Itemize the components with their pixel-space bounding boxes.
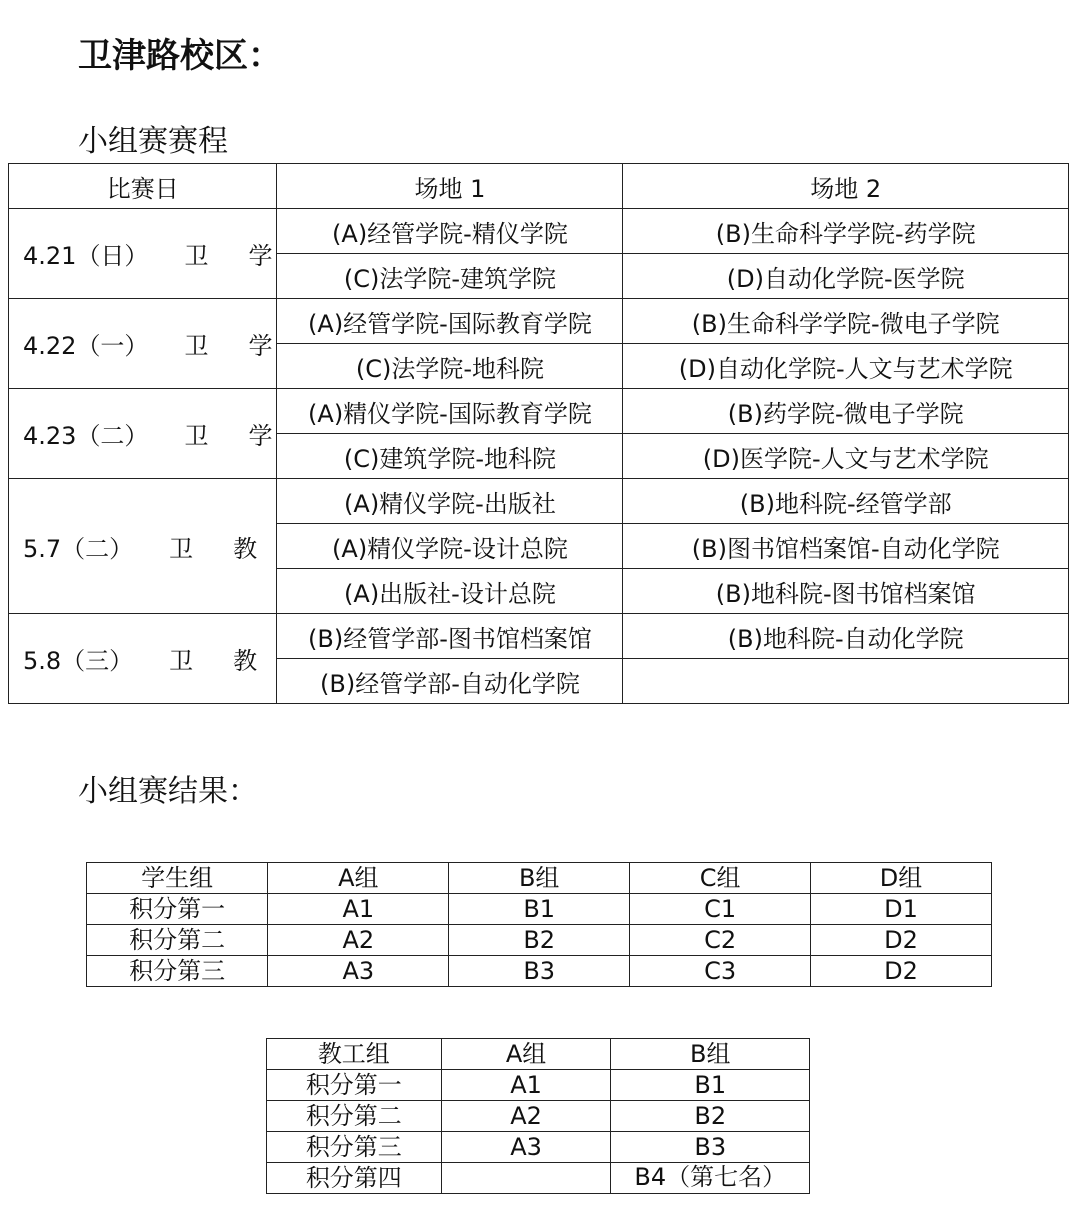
result-cell: C1 <box>630 894 811 925</box>
staff-header-row <box>267 1039 810 1070</box>
venue-1-match: (C)建筑学院-地科院 <box>277 434 623 479</box>
header-venue-2: 场地 2 <box>623 164 1069 209</box>
header-venue-1: 场地 1 <box>277 164 623 209</box>
result-row <box>87 925 992 956</box>
result-cell: A2 <box>268 925 449 956</box>
venue-2-match: (B)药学院-微电子学院 <box>623 389 1069 434</box>
result-cell <box>441 1163 611 1194</box>
group-a-header: A组 <box>268 863 449 894</box>
group-a-header: A组 <box>441 1039 611 1070</box>
schedule-row <box>9 209 1069 254</box>
result-cell: D1 <box>811 894 992 925</box>
match-date: 4.22（一） <box>23 332 149 360</box>
venue-1-match: (A)经管学院-国际教育学院 <box>277 299 623 344</box>
schedule-row <box>9 299 1069 344</box>
schedule-heading: 小组赛赛程 <box>78 124 228 159</box>
venue-1-match: (C)法学院-建筑学院 <box>277 254 623 299</box>
result-cell: B1 <box>611 1070 810 1101</box>
campus-title: 卫津路校区： <box>78 36 282 76</box>
result-cell: B4（第七名） <box>611 1163 810 1194</box>
venue-2-match: (B)生命科学学院-药学院 <box>623 209 1069 254</box>
category-label: 学 <box>248 242 273 270</box>
venue-1-match: (B)经管学部-自动化学院 <box>277 659 623 704</box>
campus-label: 卫 <box>184 422 209 450</box>
schedule-body <box>9 209 1069 704</box>
match-date: 5.8（三） <box>23 647 134 675</box>
result-cell: D2 <box>811 925 992 956</box>
venue-1-match: (C)法学院-地科院 <box>277 344 623 389</box>
schedule-table <box>8 163 1069 704</box>
category-label: 学 <box>248 422 273 450</box>
venue-2-match: (B)地科院-经管学部 <box>623 479 1069 524</box>
result-cell: B3 <box>611 1132 810 1163</box>
schedule-row <box>9 479 1069 524</box>
result-cell: A3 <box>441 1132 611 1163</box>
result-cell: C3 <box>630 956 811 987</box>
result-row <box>267 1132 810 1163</box>
group-d-header: D组 <box>811 863 992 894</box>
header-match-day: 比赛日 <box>9 164 277 209</box>
campus-label: 卫 <box>184 242 209 270</box>
result-cell: C2 <box>630 925 811 956</box>
result-cell: B2 <box>449 925 630 956</box>
result-row <box>87 956 992 987</box>
match-date: 4.23（二） <box>23 422 149 450</box>
result-cell: A3 <box>268 956 449 987</box>
category-label: 教 <box>233 534 258 563</box>
venue-2-match: (B)地科院-自动化学院 <box>623 614 1069 659</box>
rank-label: 积分第三 <box>87 956 268 987</box>
rank-label: 积分第一 <box>267 1070 442 1101</box>
venue-1-match: (A)经管学院-精仪学院 <box>277 209 623 254</box>
venue-1-match: (A)精仪学院-国际教育学院 <box>277 389 623 434</box>
rank-label: 积分第二 <box>267 1101 442 1132</box>
match-date: 5.7（二） <box>23 534 134 563</box>
student-group-header: 学生组 <box>87 863 268 894</box>
rank-label: 积分第三 <box>267 1132 442 1163</box>
venue-2-match: (B)图书馆档案馆-自动化学院 <box>623 524 1069 569</box>
schedule-row <box>9 389 1069 434</box>
result-cell: A1 <box>268 894 449 925</box>
match-day-cell <box>9 614 277 704</box>
venue-1-match: (B)经管学部-图书馆档案馆 <box>277 614 623 659</box>
student-results-body <box>87 894 992 987</box>
result-row <box>267 1070 810 1101</box>
result-cell: A1 <box>441 1070 611 1101</box>
campus-label: 卫 <box>169 647 194 675</box>
venue-2-match: (D)自动化学院-人文与艺术学院 <box>623 344 1069 389</box>
result-row <box>87 894 992 925</box>
match-day-cell <box>9 479 277 614</box>
result-cell: A2 <box>441 1101 611 1132</box>
venue-1-match: (A)出版社-设计总院 <box>277 569 623 614</box>
venue-2-match <box>623 659 1069 704</box>
staff-results-table <box>266 1038 810 1194</box>
campus-label: 卫 <box>169 534 194 563</box>
result-row <box>267 1163 810 1194</box>
venue-2-match: (D)医学院-人文与艺术学院 <box>623 434 1069 479</box>
rank-label: 积分第一 <box>87 894 268 925</box>
rank-label: 积分第二 <box>87 925 268 956</box>
rank-label: 积分第四 <box>267 1163 442 1194</box>
venue-1-match: (A)精仪学院-设计总院 <box>277 524 623 569</box>
venue-2-match: (B)生命科学学院-微电子学院 <box>623 299 1069 344</box>
staff-group-header: 教工组 <box>267 1039 442 1070</box>
result-cell: B1 <box>449 894 630 925</box>
venue-1-match: (A)精仪学院-出版社 <box>277 479 623 524</box>
staff-results-body <box>267 1070 810 1194</box>
student-results-table <box>86 862 992 987</box>
category-label: 教 <box>233 647 258 675</box>
schedule-row <box>9 614 1069 659</box>
result-cell: D2 <box>811 956 992 987</box>
category-label: 学 <box>248 332 273 360</box>
student-header-row <box>87 863 992 894</box>
match-day-cell <box>9 299 277 389</box>
result-row <box>267 1101 810 1132</box>
campus-label: 卫 <box>184 332 209 360</box>
result-cell: B2 <box>611 1101 810 1132</box>
match-day-cell <box>9 209 277 299</box>
match-date: 4.21（日） <box>23 242 149 270</box>
results-heading: 小组赛结果： <box>78 774 258 809</box>
group-b-header: B组 <box>449 863 630 894</box>
result-cell: B3 <box>449 956 630 987</box>
group-c-header: C组 <box>630 863 811 894</box>
schedule-header-row <box>9 164 1069 209</box>
match-day-cell <box>9 389 277 479</box>
venue-2-match: (B)地科院-图书馆档案馆 <box>623 569 1069 614</box>
venue-2-match: (D)自动化学院-医学院 <box>623 254 1069 299</box>
group-b-header: B组 <box>611 1039 810 1070</box>
